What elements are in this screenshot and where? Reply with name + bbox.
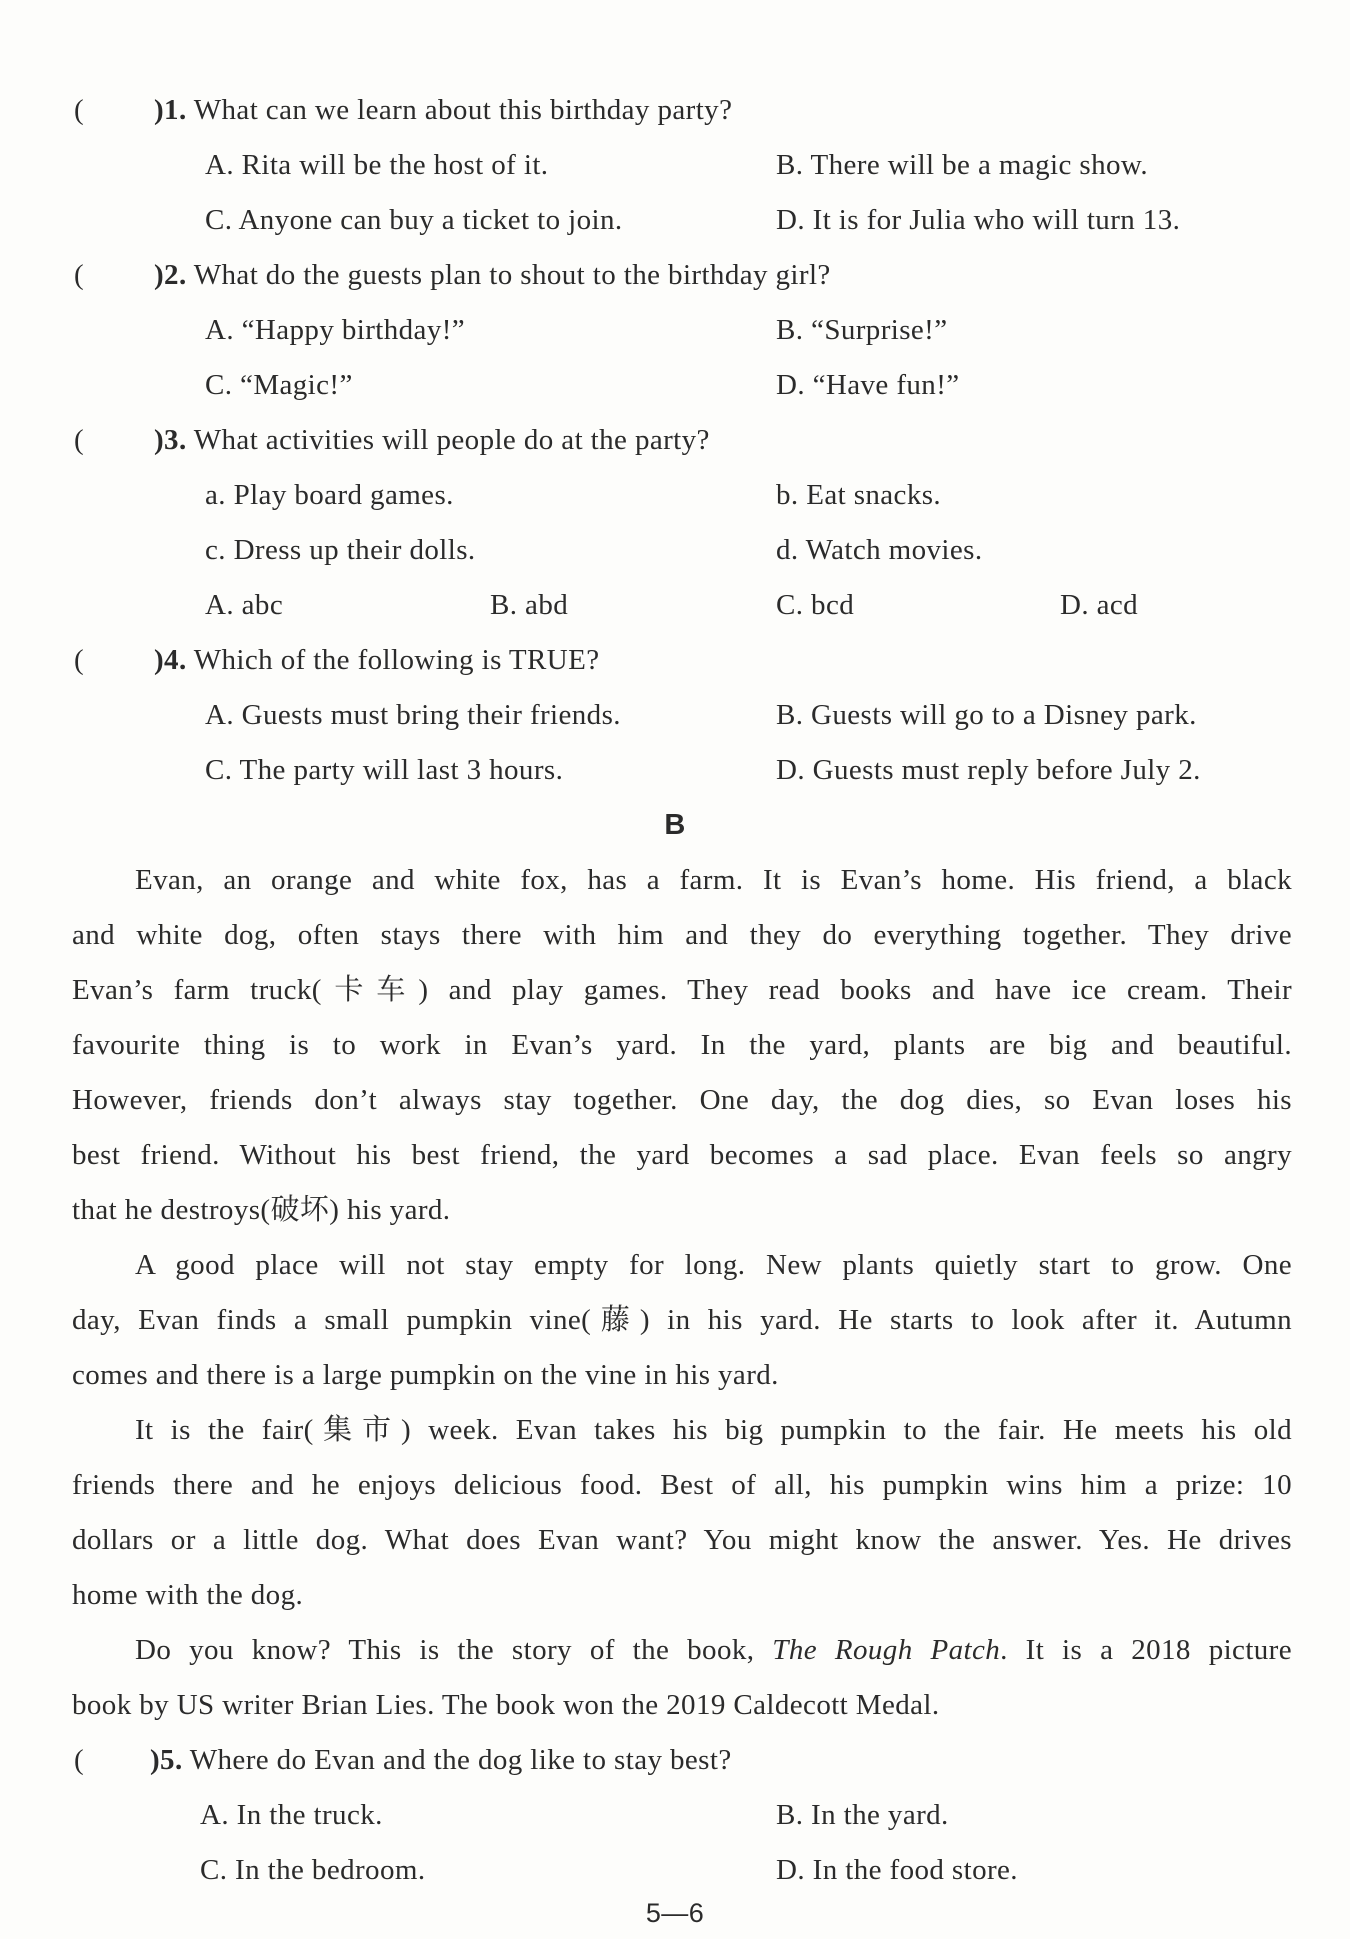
passage-line: friends there and he enjoys delicious food. Best of all, his pumpkin wins him a prize: 10 (72, 1469, 1292, 1501)
question-4 (154, 640, 599, 680)
item-3c: c. Dress up their dolls. (205, 534, 476, 566)
question-number: )1. (154, 94, 187, 126)
passage-line: book by US writer Brian Lies. The book won the 2019 Caldecott Medal. (72, 1689, 940, 1721)
question-text: Which of the following is TRUE? (193, 644, 600, 676)
option-1d: D. It is for Julia who will turn 13. (776, 204, 1181, 236)
item-3a: a. Play board games. (205, 479, 454, 511)
option-4a: A. Guests must bring their friends. (205, 699, 621, 731)
passage-line: However, friends don’t always stay together. One day, the dog dies, so Evan loses his (72, 1084, 1292, 1116)
question-5 (150, 1740, 732, 1780)
option-2d: D. “Have fun!” (776, 369, 960, 401)
answer-blank-4: ( (74, 644, 85, 676)
passage-line: and white dog, often stays there with him and they do everything together. They drive (72, 919, 1292, 951)
item-3b: b. Eat snacks. (776, 479, 942, 511)
option-5a: A. In the truck. (200, 1799, 383, 1831)
option-4d: D. Guests must reply before July 2. (776, 754, 1201, 786)
question-2 (154, 255, 831, 295)
question-text: What can we learn about this birthday party? (193, 94, 733, 126)
answer-blank-1: ( (74, 94, 85, 126)
passage-text: Do you know? This is the story of the book, (135, 1634, 773, 1666)
passage-line: comes and there is a large pumpkin on the vine in his yard. (72, 1359, 779, 1391)
option-5d: D. In the food store. (776, 1854, 1018, 1886)
question-text: Where do Evan and the dog like to stay best? (189, 1744, 732, 1776)
option-1a: A. Rita will be the host of it. (205, 149, 549, 181)
passage-line: that he destroys(破坏) his yard. (72, 1194, 451, 1226)
passage-line: Evan, an orange and white fox, has a farm. It is Evan’s home. His friend, a black (135, 864, 1292, 896)
option-2a: A. “Happy birthday!” (205, 314, 466, 346)
question-number: )2. (154, 259, 187, 291)
option-5b: B. In the yard. (776, 1799, 949, 1831)
page-number: 5—6 (645, 1898, 705, 1928)
passage-line: favourite thing is to work in Evan’s yard. In the yard, plants are big and beautiful. (72, 1029, 1292, 1061)
passage-line: It is the fair(集市) week. Evan takes his big pumpkin to the fair. He meets his old (135, 1414, 1292, 1446)
option-3d: D. acd (1060, 589, 1139, 621)
item-3d: d. Watch movies. (776, 534, 983, 566)
passage-text: . It is a 2018 picture (1000, 1634, 1293, 1666)
option-2c: C. “Magic!” (205, 369, 353, 401)
question-number: )4. (154, 644, 187, 676)
passage-line: home with the dog. (72, 1579, 304, 1611)
answer-blank-5: ( (74, 1744, 85, 1776)
book-title: The Rough Patch (772, 1634, 1001, 1666)
option-4c: C. The party will last 3 hours. (205, 754, 564, 786)
passage-line: best friend. Without his best friend, the yard becomes a sad place. Evan feels so angry (72, 1139, 1292, 1171)
question-text: What do the guests plan to shout to the birthday girl? (193, 259, 831, 291)
option-3b: B. abd (490, 589, 569, 621)
option-2b: B. “Surprise!” (776, 314, 948, 346)
question-number: )3. (154, 424, 187, 456)
passage-line: day, Evan finds a small pumpkin vine(藤) in his yard. He starts to look after it. Autumn (72, 1304, 1292, 1336)
passage-line (135, 1630, 1292, 1670)
answer-blank-2: ( (74, 259, 85, 291)
question-1 (154, 90, 732, 130)
question-3 (154, 420, 710, 460)
passage-line: dollars or a little dog. What does Evan want? You might know the answer. Yes. He drives (72, 1524, 1292, 1556)
answer-blank-3: ( (74, 424, 85, 456)
question-number: )5. (150, 1744, 183, 1776)
option-3c: C. bcd (776, 589, 855, 621)
option-5c: C. In the bedroom. (200, 1854, 426, 1886)
passage-line: Evan’s farm truck(卡车) and play games. They read books and have ice cream. Their (72, 974, 1292, 1006)
question-text: What activities will people do at the party? (193, 424, 710, 456)
passage-line: A good place will not stay empty for long. New plants quietly start to grow. One (135, 1249, 1292, 1281)
option-1c: C. Anyone can buy a ticket to join. (205, 204, 623, 236)
option-1b: B. There will be a magic show. (776, 149, 1148, 181)
option-3a: A. abc (205, 589, 284, 621)
option-4b: B. Guests will go to a Disney park. (776, 699, 1197, 731)
section-title: B (664, 809, 686, 841)
